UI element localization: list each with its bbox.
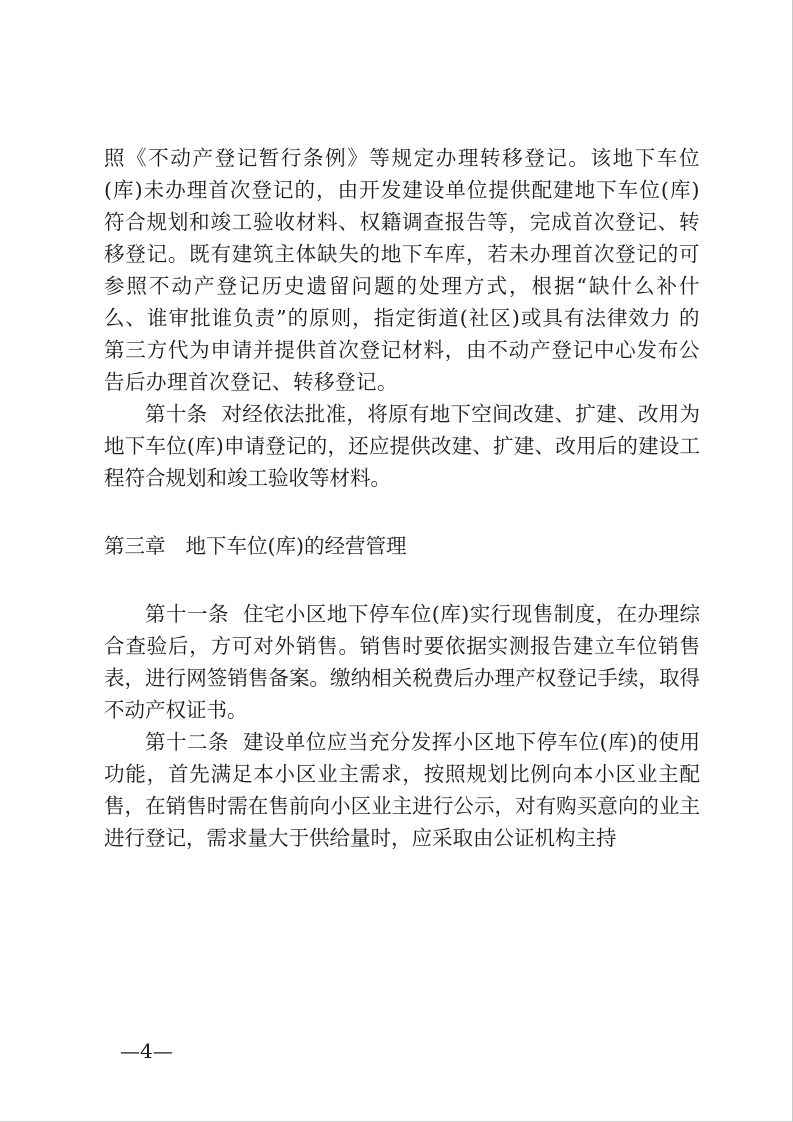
article-10 — [104, 398, 700, 494]
page-number: —4— — [120, 1039, 173, 1063]
paragraph-continued: 照《不动产登记暂行条例》等规定办理转移登记。该地下车位(库)未办理首次登记的，由开发建设单位提供配建地下车位(库)符合规划和竣工验收材料、权籍调查报告等，完成首次登记、转移登记。既有建筑主体缺失的地下车库，若未办理首次登记的可参照不动产登记历史遗留问题的处理方式，根据“缺什么补什么、谁审批谁负责”的原则，指定街道(社区)或具有法律效力 的第三方代为申请并提供首次登记材料，由不动产登记中心发布公告后办理首次登记、转移登记。 — [104, 146, 700, 394]
article-label: 第十条 — [145, 402, 208, 426]
chapter-number: 第三章 — [104, 534, 166, 558]
chapter-title: 地下车位(库)的经营管理 — [185, 534, 407, 558]
article-12 — [104, 726, 700, 854]
article-label: 第十二条 — [145, 730, 229, 754]
document-body — [104, 142, 700, 854]
article-label: 第十一条 — [145, 602, 229, 626]
chapter-heading — [104, 530, 700, 562]
article-text: 对经依法批准，将原有地下空间改建、扩建、改用为地下车位(库)申请登记的，还应提供改建、扩建、改用后的建设工程符合规划和竣工验收等材料。 — [104, 402, 701, 490]
article-text: 住宅小区地下停车位(库)实行现售制度，在办理综合查验后，方可对外销售。销售时要依据实测报告建立车位销售表，进行网签销售备案。缴纳相关税费后办理产权登记手续，取得不动产权证书。 — [104, 602, 701, 722]
article-11 — [104, 598, 700, 726]
article-text: 建设单位应当充分发挥小区地下停车位(库)的使用功能，首先满足本小区业主需求，按照规划比例向本小区业主配售，在销售时需在售前向小区业主进行公示，对有购买意向的业主进行登记，需求量大于供给量时，应采取由公证机构主持 — [104, 730, 701, 850]
